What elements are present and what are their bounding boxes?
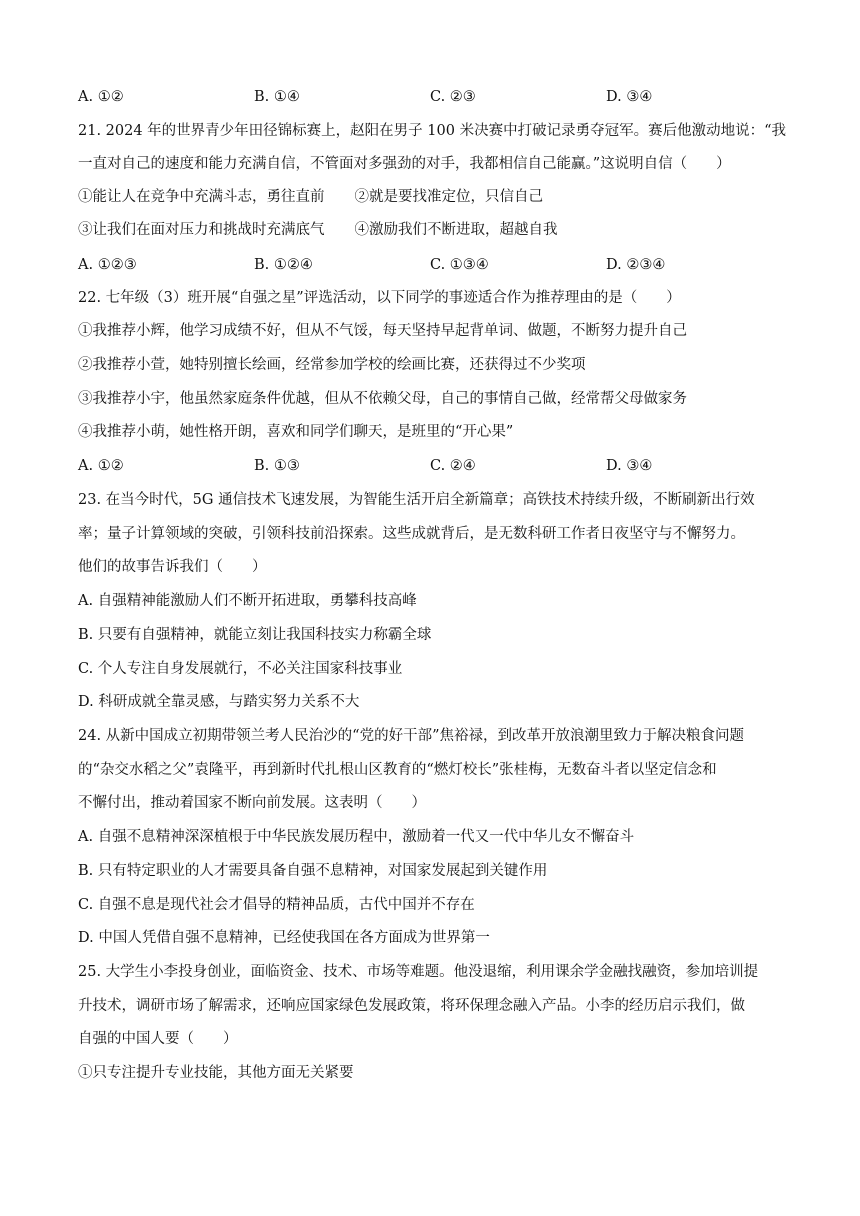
q22-option-c: C. ②④ xyxy=(430,458,476,474)
q21-options xyxy=(78,255,778,275)
q25-item-1: ①只专注提升专业技能，其他方面无关紧要 xyxy=(78,1065,354,1081)
q21-items-row-2 xyxy=(78,220,788,240)
q22-item-2: ②我推荐小萱，她特别擅长绘画，经常参加学校的绘画比赛，还获得过不少奖项 xyxy=(78,357,586,373)
q24-option-c: C. 自强不息是现代社会才倡导的精神品质，古代中国并不存在 xyxy=(78,897,475,913)
q20-option-c: C. ②③ xyxy=(430,89,476,105)
q21-item-3: ③让我们在面对压力和挑战时充满底气 xyxy=(78,222,325,238)
q24-stem-line-3: 不懈付出，推动着国家不断向前发展。这表明（ ） xyxy=(78,795,426,811)
q25-stem-line-1: 25. 大学生小李投身创业，面临资金、技术、市场等难题。他没退缩，利用课余学金融找融资，参加培训提 xyxy=(78,964,759,980)
q21-stem-line-2: 一直对自己的速度和能力充满自信，不管面对多强劲的对手，我都相信自己能赢。”这说明自信（ ） xyxy=(78,156,731,172)
q24-stem-line-2: 的“杂交水稻之父”袁隆平，再到新时代扎根山区教育的“燃灯校长”张桂梅，无数奋斗者以坚定信念和 xyxy=(78,762,717,778)
q21-option-a: A. ①②③ xyxy=(78,257,137,273)
q25-stem-line-2: 升技术，调研市场了解需求，还响应国家绿色发展政策，将环保理念融入产品。小李的经历启示我们，做 xyxy=(78,998,745,1014)
q21-item-1: ①能让人在竞争中充满斗志，勇往直前 xyxy=(78,189,325,205)
q22-item-1: ①我推荐小辉，他学习成绩不好，但从不气馁，每天坚持早起背单词、做题，不断努力提升自己 xyxy=(78,323,687,339)
q23-option-b: B. 只要有自强精神，就能立刻让我国科技实力称霸全球 xyxy=(78,627,432,643)
q22-item-3: ③我推荐小宇，他虽然家庭条件优越，但从不依赖父母，自己的事情自己做，经常帮父母做家务 xyxy=(78,391,687,407)
q24-stem-line-1: 24. 从新中国成立初期带领兰考人民治沙的“党的好干部”焦裕禄，到改革开放浪潮里致力于解决粮食问题 xyxy=(78,728,744,744)
q23-stem-line-1: 23. 在当今时代，5G 通信技术飞速发展，为智能生活开启全新篇章；高铁技术持续升级，不断刷新出行效 xyxy=(78,492,755,508)
q21-item-4: ④激励我们不断进取，超越自我 xyxy=(354,222,558,238)
q21-option-c: C. ①③④ xyxy=(430,257,489,273)
q24-option-d: D. 中国人凭借自强不息精神，已经使我国在各方面成为世界第一 xyxy=(78,930,490,946)
q23-stem-line-2: 率；量子计算领域的突破，引领科技前沿探索。这些成就背后，是无数科研工作者日夜坚守与不懈努力。 xyxy=(78,526,745,542)
q25-stem-line-3: 自强的中国人要（ ） xyxy=(78,1031,238,1047)
q23-option-c: C. 个人专注自身发展就行，不必关注国家科技事业 xyxy=(78,661,403,677)
q21-items-row-1 xyxy=(78,187,788,207)
q22-option-b: B. ①③ xyxy=(254,458,300,474)
q23-stem-line-3: 他们的故事告诉我们（ ） xyxy=(78,559,267,575)
q22-option-d: D. ③④ xyxy=(606,458,653,474)
q20-option-b: B. ①④ xyxy=(254,89,300,105)
q22-stem: 22. 七年级（3）班开展“自强之星”评选活动，以下同学的事迹适合作为推荐理由的是（ ） xyxy=(78,290,681,306)
q23-option-d: D. 科研成就全靠灵感，与踏实努力关系不大 xyxy=(78,694,360,710)
q22-item-4: ④我推荐小萌，她性格开朗，喜欢和同学们聊天，是班里的“开心果” xyxy=(78,424,514,440)
q22-options xyxy=(78,456,778,476)
q22-option-a: A. ①② xyxy=(78,458,124,474)
q20-option-a: A. ①② xyxy=(78,89,124,105)
q24-option-b: B. 只有特定职业的人才需要具备自强不息精神，对国家发展起到关键作用 xyxy=(78,863,548,879)
q24-option-a: A. 自强不息精神深深植根于中华民族发展历程中，激励着一代又一代中华儿女不懈奋斗 xyxy=(78,829,635,845)
q20-option-d: D. ③④ xyxy=(606,89,653,105)
q23-option-a: A. 自强精神能激励人们不断开拓进取，勇攀科技高峰 xyxy=(78,593,417,609)
q21-stem-line-1: 21. 2024 年的世界青少年田径锦标赛上，赵阳在男子 100 米决赛中打破记录勇夺冠军。赛后他激动地说：“我 xyxy=(78,123,786,139)
q21-item-2: ②就是要找准定位，只信自己 xyxy=(354,189,543,205)
q20-options xyxy=(78,87,778,107)
q21-option-d: D. ②③④ xyxy=(606,257,666,273)
q21-option-b: B. ①②④ xyxy=(254,257,313,273)
